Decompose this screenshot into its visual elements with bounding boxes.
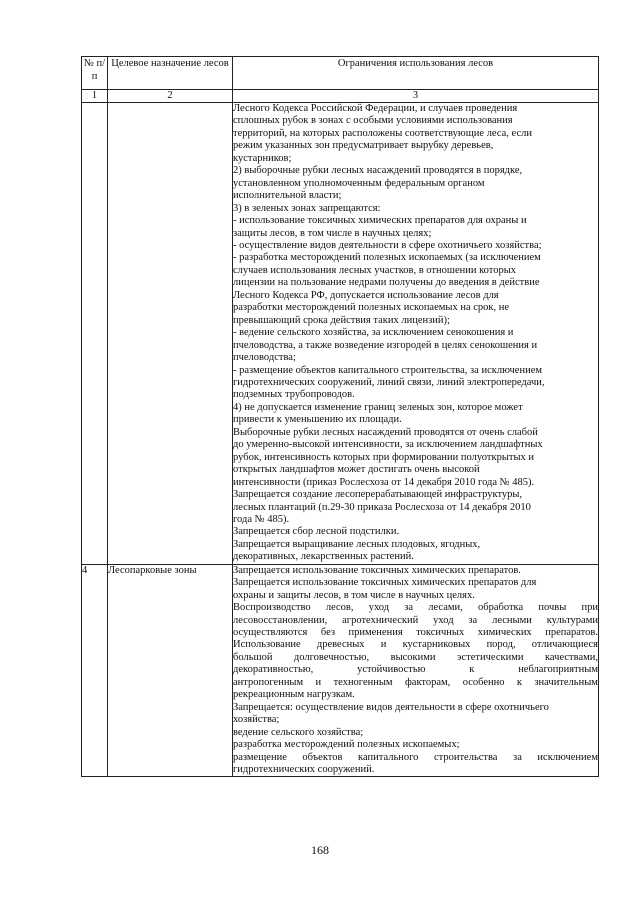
- row-restrictions: [233, 564, 599, 777]
- header-restrictions: Ограничения использования лесов: [233, 57, 599, 90]
- text-line: Запрещается выращивание лесных плодовых, ягодных,: [233, 538, 481, 550]
- text-line: 3) в зеленых зонах запрещаются:: [233, 202, 381, 214]
- page-number: 168: [311, 843, 329, 857]
- text-line: до умеренно-высокой интенсивности, за исключением ландшафтных: [233, 439, 543, 451]
- text-line: - осуществление видов деятельности в сфере охотничьего хозяйства;: [233, 239, 542, 251]
- text-line: случаев использования лесных участков, в отношении которых: [233, 264, 517, 276]
- table-row: [82, 564, 599, 777]
- text-line: большой долговечностью, высокими эстетическими качествами,: [233, 651, 598, 663]
- text-line: декоративностью, устойчивостью к неблагоприятным: [233, 664, 598, 676]
- text-line: Воспроизводство лесов, уход за лесами, обработка почвы при: [233, 602, 598, 614]
- text-line: сплошных рубок в зонах с особыми условиями использования: [233, 115, 513, 127]
- text-line: 4) не допускается изменение границ зеленых зон, которое может: [233, 401, 523, 413]
- text-line: Лесного Кодекса РФ, допускается использование лесов для: [233, 289, 499, 301]
- text-line: декоративных, лекарственных растений.: [233, 551, 414, 563]
- text-line: хозяйства;: [233, 714, 280, 726]
- text-line: охраны и защиты лесов, в том числе в научных целях.: [233, 589, 475, 601]
- text-line: гидротехнических сооружений.: [233, 764, 375, 776]
- text-line: гидротехнических сооружений, линий связи, линий электропередачи,: [233, 376, 545, 388]
- row-number: [82, 103, 108, 565]
- text-line: установленном уполномоченным федеральным органом: [233, 177, 485, 189]
- text-line: интенсивности (приказ Рослесхоза от 14 декабря 2010 года № 485).: [233, 476, 535, 488]
- table-row: [82, 103, 599, 565]
- restrictions-text: [233, 565, 598, 777]
- text-line: защиты лесов, в том числе в научных целях;: [233, 227, 432, 239]
- text-line: - использование токсичных химических препаратов для охраны и: [233, 215, 527, 227]
- text-line: кустарников;: [233, 152, 292, 164]
- text-line: лесовосстановлении, агротехнический уход за лесными культурами: [233, 614, 598, 626]
- text-line: разработки месторождений полезных ископаемых на срок, не: [233, 302, 510, 314]
- text-line: лицензии на пользование недрами получены до введения в действие: [233, 277, 540, 289]
- text-line: Запрещается использование токсичных химических препаратов для: [233, 577, 537, 589]
- text-line: разработка месторождений полезных ископаемых;: [233, 739, 460, 751]
- row-purpose: Лесопарковые зоны: [108, 564, 233, 777]
- text-line: пчеловодства, а также возведение изгородей в целях сенокошения и: [233, 339, 538, 351]
- text-line: превышающий срока действия таких лицензий);: [233, 314, 450, 326]
- text-line: пчеловодства;: [233, 352, 296, 364]
- column-number: 1: [82, 90, 108, 103]
- row-number: 4: [82, 564, 108, 777]
- text-line: Выборочные рубки лесных насаждений проводятся от очень слабой: [233, 426, 538, 438]
- column-number: 2: [108, 90, 233, 103]
- text-line: ведение сельского хозяйства;: [233, 726, 364, 738]
- text-line: открытых ландшафтов может достигать очень высокой: [233, 464, 480, 476]
- restrictions-table: [81, 56, 599, 777]
- text-line: Запрещается сбор лесной подстилки.: [233, 526, 400, 538]
- table-header-row: [82, 57, 599, 90]
- text-line: подземных трубопроводов.: [233, 389, 355, 401]
- row-purpose: [108, 103, 233, 565]
- text-line: исполнительной власти;: [233, 190, 342, 202]
- text-line: рекреационным нагрузкам.: [233, 689, 355, 701]
- text-line: антропогенным и техногенным факторам, особенно к значительным: [233, 676, 598, 688]
- text-line: лесных плантаций (п.29-30 приказа Рослесхоза от 14 декабря 2010: [233, 501, 531, 513]
- text-line: - разработка месторождений полезных ископаемых (за исключением: [233, 252, 541, 264]
- header-number: № п/п: [82, 57, 108, 90]
- text-line: года № 485).: [233, 513, 290, 525]
- text-line: размещение объектов капитального строительства за исключением: [233, 751, 598, 763]
- text-line: осуществляются без применения токсичных химических препаратов.: [233, 627, 598, 639]
- row-restrictions: [233, 103, 599, 565]
- text-line: - ведение сельского хозяйства, за исключением сенокошения и: [233, 327, 514, 339]
- restrictions-text: [233, 103, 598, 564]
- text-line: рубок, интенсивность которых при формировании полуоткрытых и: [233, 451, 535, 463]
- text-line: Использование древесных и кустарниковых пород, отличающиеся: [233, 639, 598, 651]
- text-line: Лесного Кодекса Российской Федерации, и случаев проведения: [233, 103, 518, 114]
- text-line: территорий, на которых расположены соответствующие леса, если: [233, 127, 532, 139]
- text-line: привести к уменьшению их площади.: [233, 414, 402, 426]
- text-line: Запрещается: осуществление видов деятельности в сфере охотничьего: [233, 701, 549, 713]
- text-line: 2) выборочные рубки лесных насаждений проводятся в порядке,: [233, 165, 523, 177]
- text-line: - размещение объектов капитального строительства, за исключением: [233, 364, 542, 376]
- text-line: режим указанных зон предусматривает вырубку деревьев,: [233, 140, 494, 152]
- column-number: 3: [233, 90, 599, 103]
- text-line: Запрещается использование токсичных химических препаратов.: [233, 564, 521, 576]
- column-number-row: [82, 90, 599, 103]
- text-line: Запрещается создание лесоперерабатывающей инфраструктуры,: [233, 489, 523, 501]
- header-purpose: Целевое назначение лесов: [108, 57, 233, 90]
